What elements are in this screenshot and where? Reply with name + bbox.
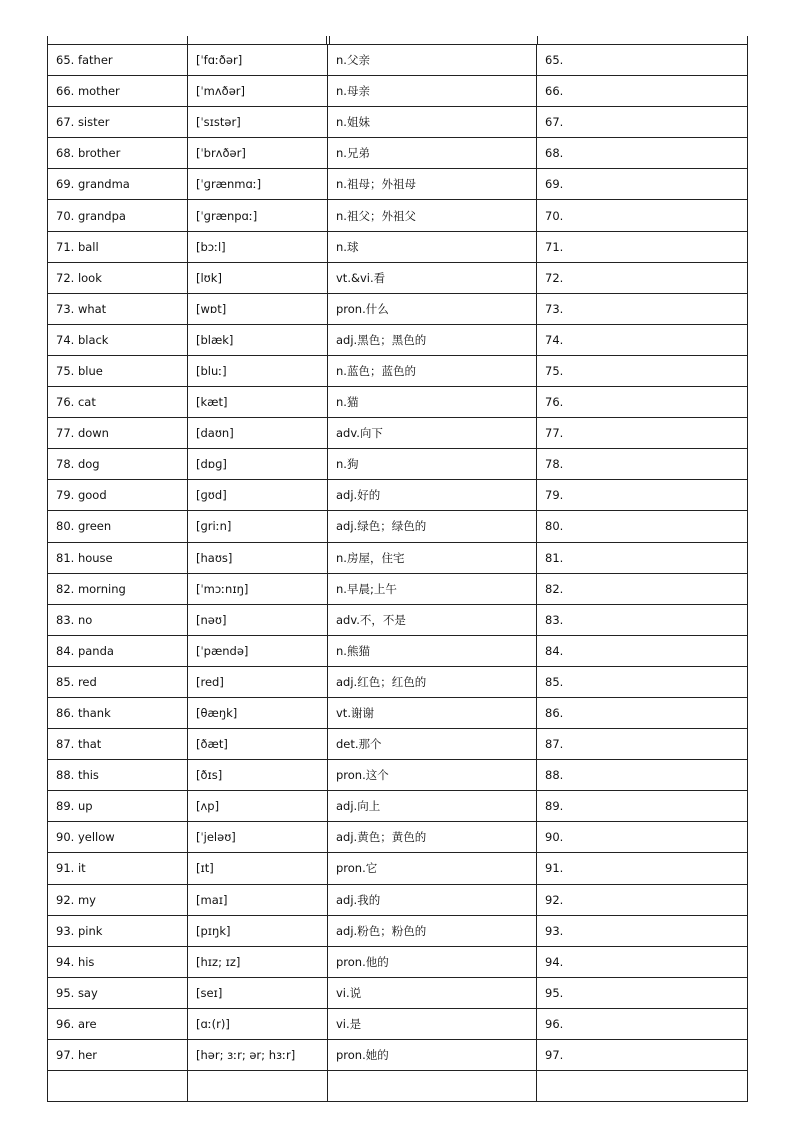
word-cell: 79. good <box>48 480 188 511</box>
word-cell: 89. up <box>48 791 188 822</box>
practice-number-cell: 80. <box>537 511 748 542</box>
word-cell: 69. grandma <box>48 169 188 200</box>
empty-cell <box>328 1071 537 1102</box>
phonetic-cell: [ʌp] <box>188 791 328 822</box>
table-top-stub <box>326 36 330 44</box>
table-row <box>48 946 748 977</box>
phonetic-cell: [ɡriːn] <box>188 511 328 542</box>
table-row <box>48 449 748 480</box>
practice-number-cell: 72. <box>537 262 748 293</box>
phonetic-cell: [ɑː(r)] <box>188 1008 328 1039</box>
practice-number-cell: 65. <box>537 45 748 76</box>
practice-number-cell: 96. <box>537 1008 748 1039</box>
word-cell: 70. grandpa <box>48 200 188 231</box>
table-row <box>48 573 748 604</box>
phonetic-cell: [ˈfɑːðər] <box>188 45 328 76</box>
word-cell: 74. black <box>48 324 188 355</box>
word-cell: 78. dog <box>48 449 188 480</box>
phonetic-cell: [hər; ɜːr; ər; hɜːr] <box>188 1040 328 1071</box>
table-row <box>48 45 748 76</box>
table-row <box>48 324 748 355</box>
practice-number-cell: 76. <box>537 387 748 418</box>
table-row <box>48 884 748 915</box>
table-row <box>48 418 748 449</box>
table-row <box>48 729 748 760</box>
practice-number-cell: 67. <box>537 107 748 138</box>
table-row-continuation <box>48 1071 748 1102</box>
phonetic-cell: [wɒt] <box>188 293 328 324</box>
table-row <box>48 635 748 666</box>
table-row <box>48 262 748 293</box>
word-cell: 87. that <box>48 729 188 760</box>
meaning-cell: pron.它 <box>328 853 537 884</box>
meaning-cell: pron.这个 <box>328 760 537 791</box>
practice-number-cell: 70. <box>537 200 748 231</box>
word-cell: 68. brother <box>48 138 188 169</box>
word-cell: 97. her <box>48 1040 188 1071</box>
practice-number-cell: 69. <box>537 169 748 200</box>
meaning-cell: n.狗 <box>328 449 537 480</box>
practice-number-cell: 92. <box>537 884 748 915</box>
word-cell: 95. say <box>48 977 188 1008</box>
meaning-cell: adj.黑色；黑色的 <box>328 324 537 355</box>
practice-number-cell: 81. <box>537 542 748 573</box>
table-row <box>48 355 748 386</box>
practice-number-cell: 83. <box>537 604 748 635</box>
practice-number-cell: 68. <box>537 138 748 169</box>
meaning-cell: n.祖母；外祖母 <box>328 169 537 200</box>
table-row <box>48 822 748 853</box>
word-cell: 93. pink <box>48 915 188 946</box>
word-cell: 96. are <box>48 1008 188 1039</box>
empty-cell <box>48 1071 188 1102</box>
word-cell: 94. his <box>48 946 188 977</box>
table-row <box>48 387 748 418</box>
practice-number-cell: 78. <box>537 449 748 480</box>
phonetic-cell: [nəʊ] <box>188 604 328 635</box>
meaning-cell: n.祖父；外祖父 <box>328 200 537 231</box>
word-cell: 84. panda <box>48 635 188 666</box>
word-cell: 72. look <box>48 262 188 293</box>
table-row <box>48 1008 748 1039</box>
practice-number-cell: 71. <box>537 231 748 262</box>
word-cell: 76. cat <box>48 387 188 418</box>
word-cell: 85. red <box>48 666 188 697</box>
table-top-stub <box>537 36 538 44</box>
meaning-cell: adj.黄色；黄色的 <box>328 822 537 853</box>
meaning-cell: vi.说 <box>328 977 537 1008</box>
empty-cell <box>188 1071 328 1102</box>
word-cell: 66. mother <box>48 76 188 107</box>
table-row <box>48 231 748 262</box>
practice-number-cell: 74. <box>537 324 748 355</box>
practice-number-cell: 77. <box>537 418 748 449</box>
table-row <box>48 107 748 138</box>
table-row <box>48 853 748 884</box>
practice-number-cell: 97. <box>537 1040 748 1071</box>
practice-number-cell: 82. <box>537 573 748 604</box>
phonetic-cell: [ˈmɔːnɪŋ] <box>188 573 328 604</box>
table-row <box>48 293 748 324</box>
table-top-stub <box>47 36 48 44</box>
phonetic-cell: [ˈsɪstər] <box>188 107 328 138</box>
practice-number-cell: 87. <box>537 729 748 760</box>
word-cell: 90. yellow <box>48 822 188 853</box>
table-row <box>48 76 748 107</box>
phonetic-cell: [hɪz; ɪz] <box>188 946 328 977</box>
phonetic-cell: [haʊs] <box>188 542 328 573</box>
meaning-cell: n.蓝色；蓝色的 <box>328 355 537 386</box>
table-row <box>48 138 748 169</box>
word-cell: 80. green <box>48 511 188 542</box>
phonetic-cell: [red] <box>188 666 328 697</box>
word-cell: 67. sister <box>48 107 188 138</box>
practice-number-cell: 88. <box>537 760 748 791</box>
word-cell: 82. morning <box>48 573 188 604</box>
word-cell: 86. thank <box>48 697 188 728</box>
practice-number-cell: 73. <box>537 293 748 324</box>
phonetic-cell: [ɡʊd] <box>188 480 328 511</box>
phonetic-cell: [ˈmʌðər] <box>188 76 328 107</box>
phonetic-cell: [blæk] <box>188 324 328 355</box>
meaning-cell: adj.我的 <box>328 884 537 915</box>
meaning-cell: adj.红色；红色的 <box>328 666 537 697</box>
word-cell: 65. father <box>48 45 188 76</box>
table-row <box>48 480 748 511</box>
meaning-cell: adj.好的 <box>328 480 537 511</box>
table-row <box>48 791 748 822</box>
meaning-cell: n.熊猫 <box>328 635 537 666</box>
word-cell: 77. down <box>48 418 188 449</box>
meaning-cell: vi.是 <box>328 1008 537 1039</box>
phonetic-cell: [seɪ] <box>188 977 328 1008</box>
table-row <box>48 169 748 200</box>
word-cell: 92. my <box>48 884 188 915</box>
practice-number-cell: 85. <box>537 666 748 697</box>
meaning-cell: n.母亲 <box>328 76 537 107</box>
meaning-cell: adv.向下 <box>328 418 537 449</box>
table-top-stub <box>747 36 748 44</box>
word-cell: 73. what <box>48 293 188 324</box>
phonetic-cell: [ˈpændə] <box>188 635 328 666</box>
phonetic-cell: [ˈjeləʊ] <box>188 822 328 853</box>
meaning-cell: vt.谢谢 <box>328 697 537 728</box>
table-row <box>48 511 748 542</box>
word-cell: 75. blue <box>48 355 188 386</box>
table-row <box>48 604 748 635</box>
practice-number-cell: 91. <box>537 853 748 884</box>
table-top-stub <box>187 36 188 44</box>
meaning-cell: pron.他的 <box>328 946 537 977</box>
meaning-cell: adj.绿色；绿色的 <box>328 511 537 542</box>
meaning-cell: adv.不，不是 <box>328 604 537 635</box>
phonetic-cell: [θæŋk] <box>188 697 328 728</box>
meaning-cell: vt.&vi.看 <box>328 262 537 293</box>
table-row <box>48 915 748 946</box>
phonetic-cell: [ˈbrʌðər] <box>188 138 328 169</box>
meaning-cell: n.父亲 <box>328 45 537 76</box>
meaning-cell: n.早晨;上午 <box>328 573 537 604</box>
empty-cell <box>537 1071 748 1102</box>
meaning-cell: adj.向上 <box>328 791 537 822</box>
phonetic-cell: [dɒɡ] <box>188 449 328 480</box>
table-row <box>48 697 748 728</box>
phonetic-cell: [bluː] <box>188 355 328 386</box>
meaning-cell: pron.什么 <box>328 293 537 324</box>
phonetic-cell: [kæt] <box>188 387 328 418</box>
meaning-cell: n.猫 <box>328 387 537 418</box>
practice-number-cell: 79. <box>537 480 748 511</box>
vocabulary-table <box>47 44 748 1102</box>
phonetic-cell: [maɪ] <box>188 884 328 915</box>
practice-number-cell: 89. <box>537 791 748 822</box>
meaning-cell: adj.粉色；粉色的 <box>328 915 537 946</box>
meaning-cell: n.房屋，住宅 <box>328 542 537 573</box>
practice-number-cell: 84. <box>537 635 748 666</box>
phonetic-cell: [bɔːl] <box>188 231 328 262</box>
word-cell: 83. no <box>48 604 188 635</box>
practice-number-cell: 86. <box>537 697 748 728</box>
practice-number-cell: 94. <box>537 946 748 977</box>
word-cell: 71. ball <box>48 231 188 262</box>
phonetic-cell: [ˈɡrænmɑː] <box>188 169 328 200</box>
vocabulary-table-body <box>48 45 748 1102</box>
table-row <box>48 666 748 697</box>
phonetic-cell: [lʊk] <box>188 262 328 293</box>
meaning-cell: n.姐妹 <box>328 107 537 138</box>
phonetic-cell: [ˈɡrænpɑː] <box>188 200 328 231</box>
practice-number-cell: 95. <box>537 977 748 1008</box>
table-row <box>48 1040 748 1071</box>
phonetic-cell: [daʊn] <box>188 418 328 449</box>
practice-number-cell: 75. <box>537 355 748 386</box>
practice-number-cell: 90. <box>537 822 748 853</box>
word-cell: 88. this <box>48 760 188 791</box>
phonetic-cell: [ðɪs] <box>188 760 328 791</box>
table-row <box>48 542 748 573</box>
meaning-cell: pron.她的 <box>328 1040 537 1071</box>
table-row <box>48 760 748 791</box>
word-cell: 81. house <box>48 542 188 573</box>
practice-number-cell: 66. <box>537 76 748 107</box>
word-cell: 91. it <box>48 853 188 884</box>
phonetic-cell: [ɪt] <box>188 853 328 884</box>
meaning-cell: n.球 <box>328 231 537 262</box>
table-row <box>48 977 748 1008</box>
phonetic-cell: [pɪŋk] <box>188 915 328 946</box>
practice-number-cell: 93. <box>537 915 748 946</box>
meaning-cell: n.兄弟 <box>328 138 537 169</box>
phonetic-cell: [ðæt] <box>188 729 328 760</box>
table-row <box>48 200 748 231</box>
meaning-cell: det.那个 <box>328 729 537 760</box>
